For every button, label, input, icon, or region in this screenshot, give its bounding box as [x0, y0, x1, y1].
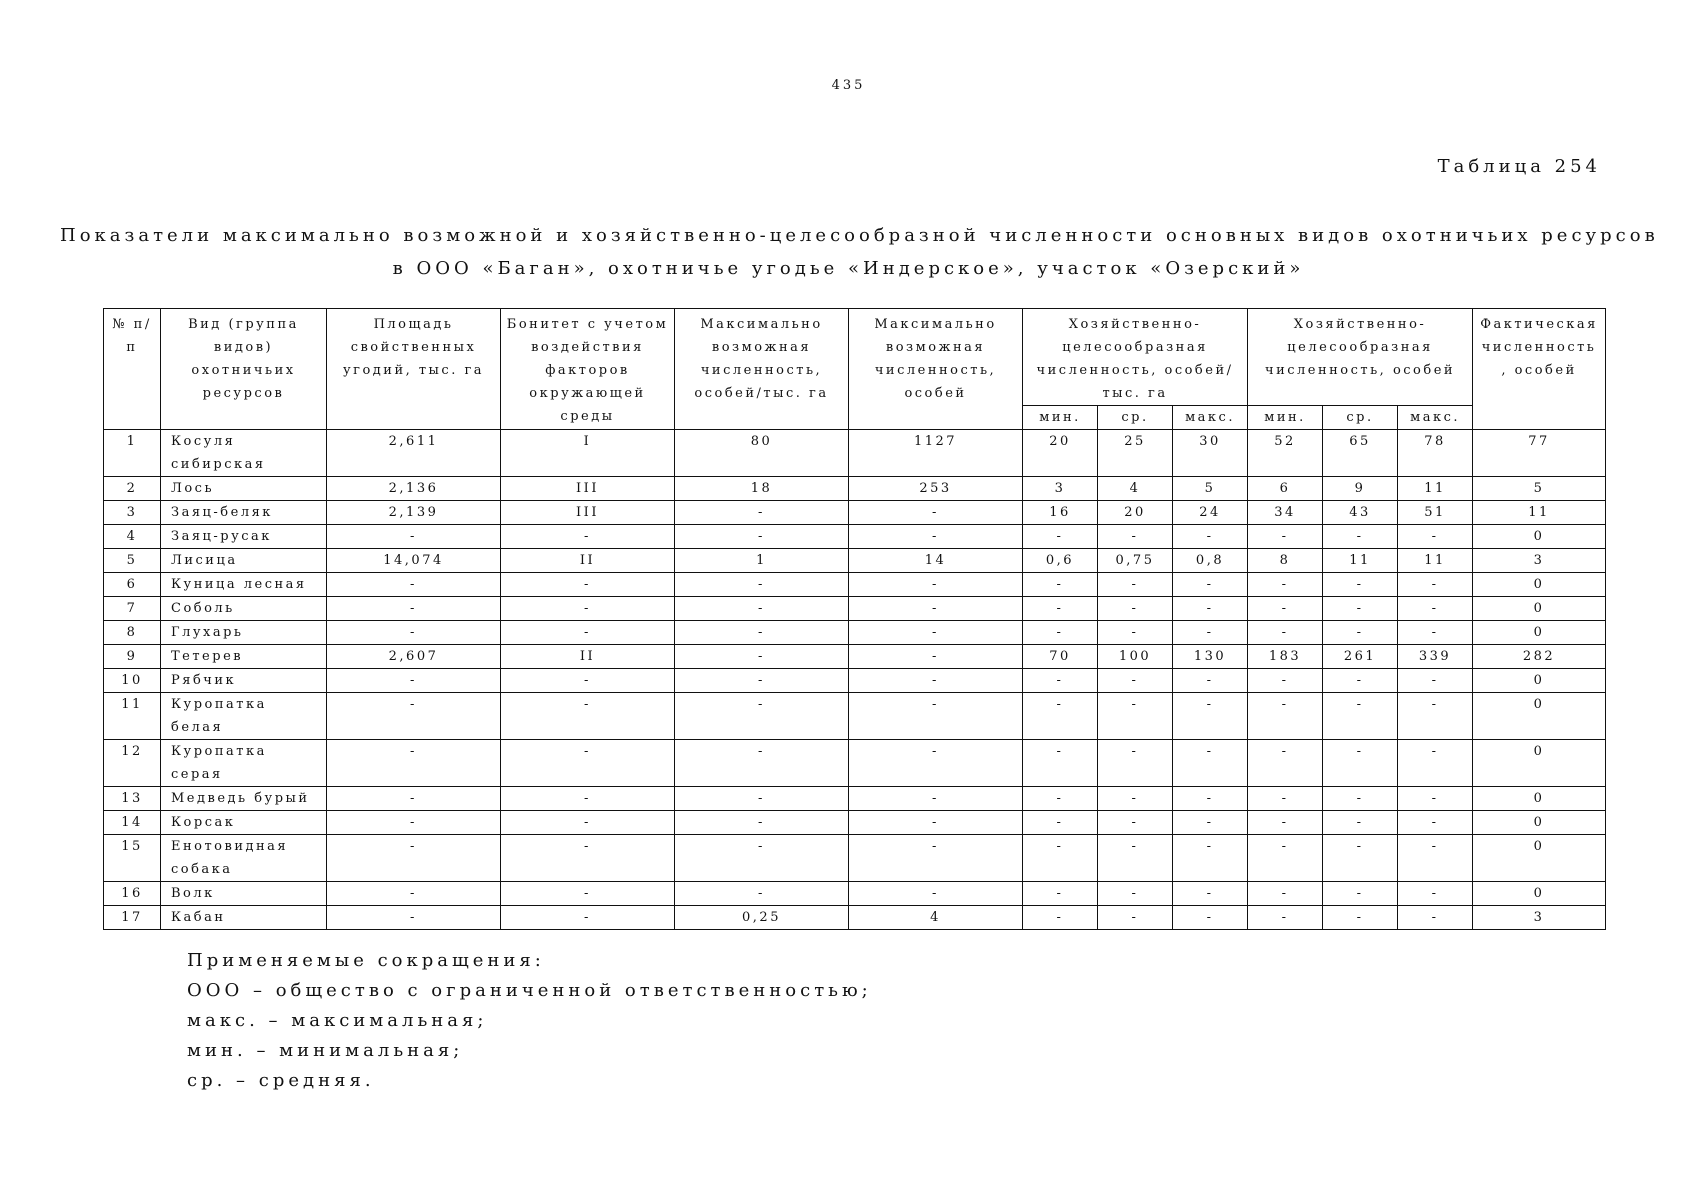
count-max-value: - — [1398, 787, 1473, 811]
density-min-value: 0,6 — [1023, 549, 1098, 573]
max-density-value: - — [675, 693, 849, 740]
max-count-value: - — [849, 645, 1023, 669]
density-avg-value: 0,75 — [1098, 549, 1173, 573]
bonitet-value: III — [501, 477, 675, 501]
area-value: - — [327, 693, 501, 740]
area-value: - — [327, 525, 501, 549]
table-label: Таблица 254 — [1437, 156, 1601, 177]
row-number: 3 — [104, 501, 161, 525]
count-min-value: - — [1248, 787, 1323, 811]
actual-count-value: 0 — [1473, 787, 1606, 811]
row-number: 5 — [104, 549, 161, 573]
density-avg-value: - — [1098, 525, 1173, 549]
density-max-value: - — [1173, 693, 1248, 740]
area-value: - — [327, 597, 501, 621]
density-avg-value: 4 — [1098, 477, 1173, 501]
actual-count-value: 0 — [1473, 669, 1606, 693]
density-min-value: - — [1023, 811, 1098, 835]
count-max-value: 339 — [1398, 645, 1473, 669]
actual-count-value: 0 — [1473, 573, 1606, 597]
abbreviations-notes — [187, 946, 872, 1096]
count-min-value: - — [1248, 597, 1323, 621]
actual-count-value: 0 — [1473, 740, 1606, 787]
note-item: макс. – максимальная; — [187, 1010, 488, 1031]
count-min-value: 52 — [1248, 430, 1323, 477]
page-number: 435 — [831, 78, 866, 93]
count-max-value: - — [1398, 573, 1473, 597]
max-count-value: - — [849, 811, 1023, 835]
table-row — [104, 501, 1606, 525]
density-min-value: 3 — [1023, 477, 1098, 501]
count-max-value: - — [1398, 597, 1473, 621]
density-avg-value: - — [1098, 573, 1173, 597]
bonitet-value: II — [501, 549, 675, 573]
subheader-density-avg: ср. — [1098, 406, 1173, 430]
density-min-value: - — [1023, 882, 1098, 906]
count-avg-value: - — [1323, 787, 1398, 811]
density-max-value: - — [1173, 597, 1248, 621]
density-max-value: - — [1173, 573, 1248, 597]
density-min-value: 20 — [1023, 430, 1098, 477]
row-number: 4 — [104, 525, 161, 549]
count-min-value: 34 — [1248, 501, 1323, 525]
bonitet-value: - — [501, 573, 675, 597]
max-density-value: - — [675, 573, 849, 597]
count-avg-value: - — [1323, 740, 1398, 787]
count-min-value: - — [1248, 740, 1323, 787]
row-number: 16 — [104, 882, 161, 906]
table-row — [104, 811, 1606, 835]
density-avg-value: - — [1098, 597, 1173, 621]
row-number: 15 — [104, 835, 161, 882]
area-value: - — [327, 573, 501, 597]
row-number: 9 — [104, 645, 161, 669]
count-min-value: - — [1248, 669, 1323, 693]
max-count-value: 253 — [849, 477, 1023, 501]
species-name: Куропатка белая — [161, 693, 327, 740]
count-min-value: - — [1248, 525, 1323, 549]
table-row — [104, 549, 1606, 573]
bonitet-value: - — [501, 835, 675, 882]
count-min-value: - — [1248, 693, 1323, 740]
density-max-value: - — [1173, 835, 1248, 882]
row-number: 14 — [104, 811, 161, 835]
count-avg-value: 11 — [1323, 549, 1398, 573]
subheader-density-min: мин. — [1023, 406, 1098, 430]
species-name: Куница лесная — [161, 573, 327, 597]
density-max-value: - — [1173, 621, 1248, 645]
species-name: Косуля сибирская — [161, 430, 327, 477]
count-avg-value: - — [1323, 597, 1398, 621]
density-max-value: - — [1173, 740, 1248, 787]
count-avg-value: - — [1323, 525, 1398, 549]
density-min-value: - — [1023, 621, 1098, 645]
table-row — [104, 430, 1606, 477]
count-min-value: - — [1248, 811, 1323, 835]
density-avg-value: 25 — [1098, 430, 1173, 477]
count-min-value: 183 — [1248, 645, 1323, 669]
header-area: Площадь свойственных угодий, тыс. га — [327, 309, 501, 430]
bonitet-value: II — [501, 645, 675, 669]
max-count-value: - — [849, 835, 1023, 882]
species-name: Заяц-русак — [161, 525, 327, 549]
table-row — [104, 669, 1606, 693]
area-value: - — [327, 811, 501, 835]
subheader-count-avg: ср. — [1323, 406, 1398, 430]
count-min-value: - — [1248, 621, 1323, 645]
density-min-value: - — [1023, 787, 1098, 811]
row-number: 6 — [104, 573, 161, 597]
count-max-value: - — [1398, 669, 1473, 693]
header-max-density: Максимально возможная численность, особей/тыс. га — [675, 309, 849, 430]
species-name: Глухарь — [161, 621, 327, 645]
density-avg-value: - — [1098, 811, 1173, 835]
header-econ-count: Хозяйственно-целесообразная численность, особей — [1248, 309, 1473, 406]
count-avg-value: - — [1323, 835, 1398, 882]
max-density-value: - — [675, 669, 849, 693]
note-item: мин. – минимальная; — [187, 1040, 464, 1061]
density-min-value: - — [1023, 525, 1098, 549]
count-min-value: 8 — [1248, 549, 1323, 573]
density-max-value: 130 — [1173, 645, 1248, 669]
species-name: Кабан — [161, 906, 327, 930]
bonitet-value: III — [501, 501, 675, 525]
max-count-value: 14 — [849, 549, 1023, 573]
max-count-value: - — [849, 501, 1023, 525]
max-density-value: - — [675, 787, 849, 811]
note-item: ср. – средняя. — [187, 1070, 375, 1091]
table-row — [104, 573, 1606, 597]
count-max-value: - — [1398, 811, 1473, 835]
max-density-value: - — [675, 882, 849, 906]
area-value: - — [327, 740, 501, 787]
actual-count-value: 0 — [1473, 525, 1606, 549]
bonitet-value: - — [501, 597, 675, 621]
area-value: - — [327, 669, 501, 693]
area-value: - — [327, 906, 501, 930]
count-avg-value: - — [1323, 669, 1398, 693]
max-count-value: - — [849, 787, 1023, 811]
bonitet-value: - — [501, 811, 675, 835]
max-density-value: - — [675, 740, 849, 787]
table-row — [104, 597, 1606, 621]
area-value: - — [327, 787, 501, 811]
table-row — [104, 835, 1606, 882]
subheader-count-max: макс. — [1398, 406, 1473, 430]
max-density-value: - — [675, 811, 849, 835]
count-avg-value: - — [1323, 811, 1398, 835]
max-density-value: - — [675, 645, 849, 669]
density-min-value: - — [1023, 906, 1098, 930]
count-max-value: - — [1398, 621, 1473, 645]
area-value: - — [327, 882, 501, 906]
bonitet-value: - — [501, 669, 675, 693]
density-avg-value: - — [1098, 882, 1173, 906]
density-max-value: - — [1173, 787, 1248, 811]
max-count-value: - — [849, 669, 1023, 693]
actual-count-value: 282 — [1473, 645, 1606, 669]
density-avg-value: - — [1098, 906, 1173, 930]
density-min-value: - — [1023, 597, 1098, 621]
count-avg-value: 43 — [1323, 501, 1398, 525]
density-max-value: 5 — [1173, 477, 1248, 501]
max-count-value: - — [849, 740, 1023, 787]
header-species: Вид (группа видов) охотничьих ресурсов — [161, 309, 327, 430]
max-count-value: 1127 — [849, 430, 1023, 477]
actual-count-value: 0 — [1473, 835, 1606, 882]
count-avg-value: - — [1323, 573, 1398, 597]
notes-heading: Применяемые сокращения: — [187, 950, 545, 971]
count-max-value: 11 — [1398, 477, 1473, 501]
species-name: Тетерев — [161, 645, 327, 669]
count-max-value: - — [1398, 693, 1473, 740]
area-value: 2,136 — [327, 477, 501, 501]
species-name: Заяц-беляк — [161, 501, 327, 525]
max-count-value: - — [849, 693, 1023, 740]
bonitet-value: - — [501, 621, 675, 645]
actual-count-value: 0 — [1473, 621, 1606, 645]
density-max-value: - — [1173, 811, 1248, 835]
note-item: ООО – общество с ограниченной ответственностью; — [187, 980, 872, 1001]
max-density-value: 80 — [675, 430, 849, 477]
count-max-value: 11 — [1398, 549, 1473, 573]
data-table — [103, 308, 1606, 930]
density-min-value: 70 — [1023, 645, 1098, 669]
actual-count-value: 5 — [1473, 477, 1606, 501]
count-max-value: - — [1398, 835, 1473, 882]
count-min-value: - — [1248, 906, 1323, 930]
bonitet-value: - — [501, 906, 675, 930]
count-min-value: - — [1248, 573, 1323, 597]
table-row — [104, 477, 1606, 501]
count-min-value: - — [1248, 882, 1323, 906]
row-number: 12 — [104, 740, 161, 787]
density-min-value: - — [1023, 693, 1098, 740]
bonitet-value: - — [501, 740, 675, 787]
subheader-count-min: мин. — [1248, 406, 1323, 430]
density-max-value: - — [1173, 906, 1248, 930]
species-name: Енотовидная собака — [161, 835, 327, 882]
table-row — [104, 621, 1606, 645]
species-name: Соболь — [161, 597, 327, 621]
area-value: - — [327, 621, 501, 645]
table-row — [104, 525, 1606, 549]
max-count-value: - — [849, 573, 1023, 597]
header-num: № п/п — [104, 309, 161, 430]
row-number: 10 — [104, 669, 161, 693]
table-row — [104, 645, 1606, 669]
bonitet-value: - — [501, 525, 675, 549]
max-count-value: - — [849, 597, 1023, 621]
species-name: Рябчик — [161, 669, 327, 693]
actual-count-value: 0 — [1473, 811, 1606, 835]
actual-count-value: 3 — [1473, 549, 1606, 573]
header-bonitet: Бонитет с учетом воздействия факторов окружающей среды — [501, 309, 675, 430]
density-max-value: 24 — [1173, 501, 1248, 525]
density-avg-value: - — [1098, 621, 1173, 645]
bonitet-value: - — [501, 693, 675, 740]
area-value: 14,074 — [327, 549, 501, 573]
table-row — [104, 787, 1606, 811]
max-count-value: - — [849, 882, 1023, 906]
density-min-value: - — [1023, 573, 1098, 597]
count-max-value: 51 — [1398, 501, 1473, 525]
density-max-value: - — [1173, 525, 1248, 549]
row-number: 17 — [104, 906, 161, 930]
max-density-value: 0,25 — [675, 906, 849, 930]
density-min-value: - — [1023, 835, 1098, 882]
count-avg-value: - — [1323, 693, 1398, 740]
max-count-value: - — [849, 525, 1023, 549]
species-name: Лось — [161, 477, 327, 501]
density-avg-value: - — [1098, 787, 1173, 811]
table-row — [104, 882, 1606, 906]
row-number: 2 — [104, 477, 161, 501]
density-avg-value: - — [1098, 740, 1173, 787]
table-row — [104, 906, 1606, 930]
table-row — [104, 740, 1606, 787]
count-min-value: - — [1248, 835, 1323, 882]
row-number: 8 — [104, 621, 161, 645]
bonitet-value: I — [501, 430, 675, 477]
count-avg-value: - — [1323, 882, 1398, 906]
max-density-value: - — [675, 597, 849, 621]
count-avg-value: 261 — [1323, 645, 1398, 669]
count-max-value: - — [1398, 882, 1473, 906]
actual-count-value: 11 — [1473, 501, 1606, 525]
area-value: 2,611 — [327, 430, 501, 477]
max-density-value: 18 — [675, 477, 849, 501]
actual-count-value: 3 — [1473, 906, 1606, 930]
species-name: Медведь бурый — [161, 787, 327, 811]
subheader-density-max: макс. — [1173, 406, 1248, 430]
max-count-value: 4 — [849, 906, 1023, 930]
density-max-value: 30 — [1173, 430, 1248, 477]
count-max-value: - — [1398, 525, 1473, 549]
actual-count-value: 0 — [1473, 597, 1606, 621]
count-avg-value: 65 — [1323, 430, 1398, 477]
max-count-value: - — [849, 621, 1023, 645]
density-avg-value: - — [1098, 669, 1173, 693]
max-density-value: 1 — [675, 549, 849, 573]
density-avg-value: - — [1098, 835, 1173, 882]
species-name: Лисица — [161, 549, 327, 573]
actual-count-value: 0 — [1473, 693, 1606, 740]
count-max-value: - — [1398, 906, 1473, 930]
species-name: Волк — [161, 882, 327, 906]
count-avg-value: - — [1323, 906, 1398, 930]
area-value: - — [327, 835, 501, 882]
actual-count-value: 0 — [1473, 882, 1606, 906]
count-avg-value: - — [1323, 621, 1398, 645]
table-body — [104, 430, 1606, 930]
area-value: 2,607 — [327, 645, 501, 669]
header-actual: Фактическая численность , особей — [1473, 309, 1606, 430]
density-min-value: 16 — [1023, 501, 1098, 525]
area-value: 2,139 — [327, 501, 501, 525]
density-avg-value: 100 — [1098, 645, 1173, 669]
count-min-value: 6 — [1248, 477, 1323, 501]
table-title — [60, 219, 1659, 285]
count-avg-value: 9 — [1323, 477, 1398, 501]
row-number: 13 — [104, 787, 161, 811]
bonitet-value: - — [501, 787, 675, 811]
max-density-value: - — [675, 835, 849, 882]
density-avg-value: 20 — [1098, 501, 1173, 525]
density-max-value: 0,8 — [1173, 549, 1248, 573]
row-number: 1 — [104, 430, 161, 477]
actual-count-value: 77 — [1473, 430, 1606, 477]
header-econ-density: Хозяйственно-целесообразная численность, особей/тыс. га — [1023, 309, 1248, 406]
density-min-value: - — [1023, 669, 1098, 693]
density-max-value: - — [1173, 882, 1248, 906]
species-name: Корсак — [161, 811, 327, 835]
header-max-count: Максимально возможная численность, особей — [849, 309, 1023, 430]
species-name: Куропатка серая — [161, 740, 327, 787]
max-density-value: - — [675, 525, 849, 549]
count-max-value: - — [1398, 740, 1473, 787]
table-row — [104, 693, 1606, 740]
row-number: 11 — [104, 693, 161, 740]
max-density-value: - — [675, 501, 849, 525]
density-min-value: - — [1023, 740, 1098, 787]
table-title-line-1: Показатели максимально возможной и хозяйственно-целесообразной численности основных видов охотничьих ресурсов — [60, 225, 1659, 246]
bonitet-value: - — [501, 882, 675, 906]
row-number: 7 — [104, 597, 161, 621]
max-density-value: - — [675, 621, 849, 645]
table-title-line-2: в ООО «Баган», охотничье угодье «Индерское», участок «Озерский» — [392, 258, 1305, 279]
density-max-value: - — [1173, 669, 1248, 693]
count-max-value: 78 — [1398, 430, 1473, 477]
density-avg-value: - — [1098, 693, 1173, 740]
